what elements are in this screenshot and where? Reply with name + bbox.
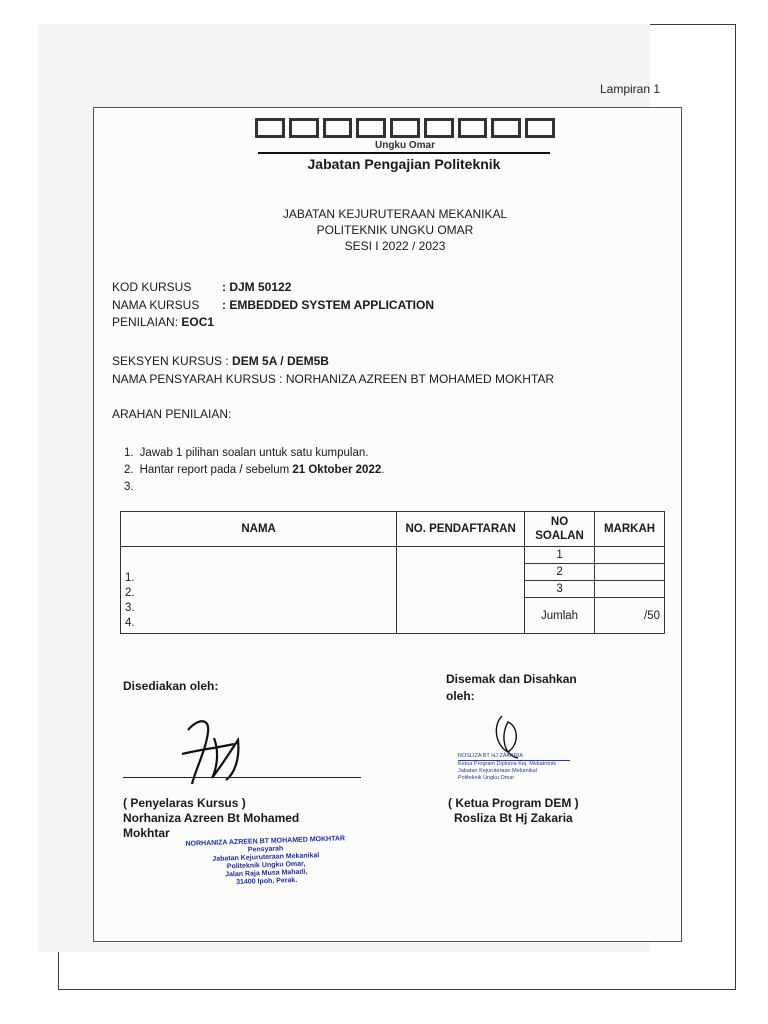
name-row: 1. [125, 572, 135, 584]
approved-by-heading: Disemak dan Disahkan oleh: [446, 672, 577, 703]
header-session: SESI I 2022 / 2023 [344, 239, 446, 253]
politeknik-logo [255, 118, 555, 151]
course-code-label: KOD KURSUS [112, 280, 192, 294]
instruction-item: 3. [124, 481, 134, 493]
prepared-by-heading: Disediakan oleh: [123, 679, 219, 693]
header-institution: POLITEKNIK UNGKU OMAR [316, 223, 474, 237]
course-code-row [112, 280, 292, 294]
section-row [112, 354, 329, 368]
head-name: Rosliza Bt Hj Zakaria [454, 811, 573, 825]
total-value: /50 [595, 598, 665, 634]
logo-wordmark [255, 118, 555, 138]
question-number: 1 [525, 547, 595, 564]
name-row: 3. [125, 602, 135, 614]
coordinator-signature [168, 710, 258, 790]
head-stamp: ROSLIZA BT HJ ZAKARIA Ketua Program Diploma Kej. Mekatronik Jabatan Kejuruteraan Mekanikal Politeknik Ungku Omar [458, 753, 618, 782]
coordinator-stamp: NORHANIZA AZREEN BT MOHAMED MOKHTAR Pensyarah Jabatan Kejuruteraan Mekanikal Politeknik Ungku Omar, Jalan Raja Musa Mahadi, 31400 Ipoh, Perak. [185, 835, 346, 887]
instruction-item: 1. Jawab 1 pilihan soalan untuk satu kumpulan. [124, 447, 369, 459]
name-row: 2. [125, 587, 135, 599]
logo-department: Jabatan Pengajian Politeknik [258, 152, 550, 172]
header-nama: NAMA [121, 512, 397, 547]
assessment-row [112, 315, 214, 329]
coordinator-name: Norhaniza Azreen Bt Mohamed [123, 811, 300, 825]
name-row: 4. [125, 617, 135, 629]
section-value: DEM 5A / DEM5B [232, 354, 329, 368]
instructions-list [124, 445, 384, 496]
coordinator-role: ( Penyelaras Kursus ) [123, 796, 246, 810]
signature-line [123, 777, 361, 778]
assessment-label: PENILAIAN: [112, 315, 179, 329]
mark-cell [595, 547, 665, 564]
header-no-soalan: NO SOALAN [525, 512, 595, 547]
header-block [180, 206, 610, 254]
course-name-row [112, 298, 435, 312]
logo-subtitle: Ungku Omar [374, 140, 435, 151]
course-name-value: : EMBEDDED SYSTEM APPLICATION [222, 298, 435, 312]
appendix-label: Lampiran 1 [600, 82, 661, 96]
course-name-label: NAMA KURSUS [112, 298, 200, 312]
mark-cell [595, 581, 665, 598]
header-markah: MARKAH [595, 512, 665, 547]
section-label: SEKSYEN KURSUS : [112, 354, 229, 368]
lecturer-row [112, 372, 554, 386]
instructions-heading: ARAHAN PENILAIAN: [112, 407, 232, 421]
mark-cell [595, 564, 665, 581]
assessment-value: EOC1 [181, 315, 215, 329]
lecturer-value: NORHANIZA AZREEN BT MOHAMED MOKHTAR [285, 372, 555, 386]
question-number: 2 [525, 564, 595, 581]
score-table [120, 511, 665, 634]
header-no-pendaftaran: NO. PENDAFTARAN [397, 512, 525, 547]
head-block [448, 796, 579, 826]
coordinator-block [123, 796, 299, 841]
instruction-item: 2. Hantar report pada / sebelum 21 Oktober 2022. [124, 464, 385, 476]
head-role: ( Ketua Program DEM ) [448, 796, 579, 810]
registration-cell [397, 547, 525, 634]
total-label: Jumlah [525, 598, 595, 634]
question-number: 3 [525, 581, 595, 598]
coordinator-name-cont: Mokhtar [123, 826, 170, 840]
header-department: JABATAN KEJURUTERAAN MEKANIKAL [282, 207, 508, 221]
names-cell [121, 547, 397, 634]
lecturer-label: NAMA PENSYARAH KURSUS : [112, 372, 283, 386]
course-code-value: : DJM 50122 [222, 280, 292, 294]
